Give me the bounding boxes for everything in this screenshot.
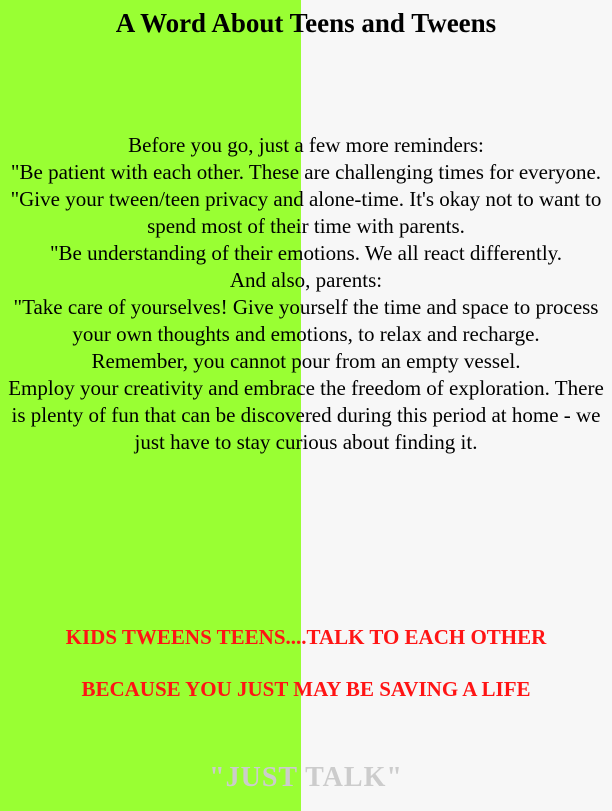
intro-line: Before you go, just a few more reminders: [128, 133, 484, 157]
reminder-privacy: "Give your tween/teen privacy and alone-time. It's okay not to want to spend most of their time with parents. [10, 187, 602, 238]
reminder-emotions: "Be understanding of their emotions. We all react differently. [49, 241, 563, 265]
body-text [4, 132, 608, 456]
footer-just-talk: "JUST TALK" [209, 762, 403, 793]
page-title: A Word About Teens and Tweens [115, 8, 497, 38]
slogan-talk-to-each-other: KIDS TWEENS TEENS....TALK TO EACH OTHER [65, 625, 547, 649]
reminder-patience: "Be patient with each other. These are challenging times for everyone. [10, 160, 602, 184]
slogan-saving-a-life: BECAUSE YOU JUST MAY BE SAVING A LIFE [81, 677, 531, 701]
parents-intro: And also, parents: [229, 268, 383, 292]
empty-vessel-line: Remember, you cannot pour from an empty vessel. [91, 349, 521, 373]
closing-paragraph: Employ your creativity and embrace the freedom of exploration. There is plenty of fun that can be discovered during this period at home - we just have to stay curious about finding it. [8, 376, 604, 454]
parents-self-care: "Take care of yourselves! Give yourself the time and space to process your own thoughts and emotions, to relax and recharge. [13, 295, 599, 346]
